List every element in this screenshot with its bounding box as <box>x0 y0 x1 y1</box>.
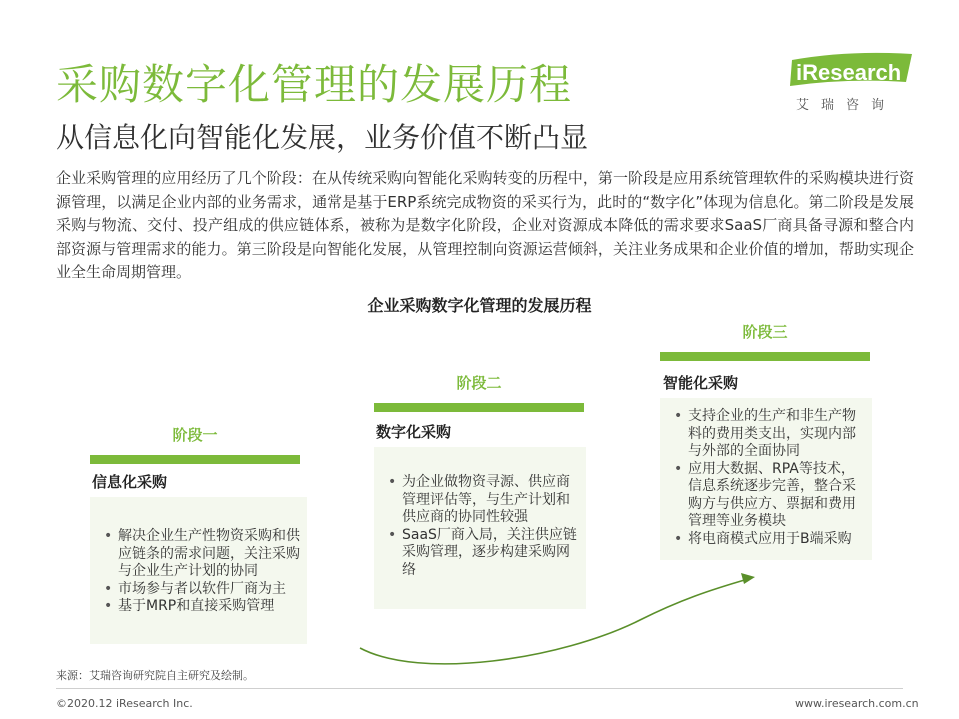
stage-1-item: • 市场参与者以软件厂商为主 <box>118 581 300 599</box>
page-title: 采购数字化管理的发展历程 <box>56 60 573 109</box>
logo-cn-text: 艾瑞咨询 <box>796 98 897 113</box>
stage-3-item: • 将电商模式应用于B端采购 <box>688 531 866 549</box>
intro-paragraph: 企业采购管理的应用经历了几个阶段：在从传统采购向智能化采购转变的历程中，第一阶段是应用系统管理软件的采购模块进行资源管理，以满足企业内部的业务需求，通常是基于ERP系统完成物资的采买行为，此时的“数字化”体现为信息化。第二阶段是发展采购与物流、交付、投产组成的供应链体系，被称为是数字化阶段，企业对资源成本降低的需求要求SaaS厂商具备寻源和整合内部资源与管理需求的能力。第三阶段是向智能化发展，从管理控制向资源运营倾斜，关注业务成果和企业价值的增加，帮助实现企业全生命周期管理。 <box>56 169 914 281</box>
stage-1-name: 信息化采购 <box>92 473 168 491</box>
page-subtitle: 从信息化向智能化发展，业务价值不断凸显 <box>56 121 589 154</box>
stage-2-name: 数字化采购 <box>376 423 452 441</box>
copyright-text: ©2020.12 iResearch Inc. <box>56 697 193 710</box>
figure-title: 企业采购数字化管理的发展历程 <box>367 296 592 315</box>
stage-3-item: • 应用大数据、RPA等技术，信息系统逐步完善，整合采购方与供应方、票据和费用管理等业务模块 <box>688 461 866 531</box>
source-note: 来源：艾瑞咨询研究院自主研究及绘制。 <box>56 669 254 682</box>
iresearch-logo <box>788 40 918 140</box>
stage-2-item: • 为企业做物资寻源、供应商管理评估等，与生产计划和供应商的协同性较强 <box>402 474 580 527</box>
footer-divider <box>56 688 903 689</box>
stage-2-bar <box>374 403 584 412</box>
stage-1-item: • 基于MRP和直接采购管理 <box>118 598 300 616</box>
stage-3-bar <box>660 352 870 361</box>
stage-3-box <box>660 398 872 560</box>
logo-text: iResearch <box>796 60 902 85</box>
stage-3-item: • 支持企业的生产和非生产物料的费用类支出，实现内部与外部的全面协同 <box>688 408 866 461</box>
website-link[interactable]: www.iresearch.com.cn <box>795 697 919 710</box>
stage-2-label: 阶段二 <box>456 374 502 392</box>
stage-3-name: 智能化采购 <box>663 374 739 392</box>
stage-3-label: 阶段三 <box>742 323 788 341</box>
stage-2-box <box>374 447 586 609</box>
stage-1-box <box>90 497 307 644</box>
stage-1-bar <box>90 455 300 464</box>
stage-2-item: • SaaS厂商入局，关注供应链采购管理，逐步构建采购网络 <box>402 527 580 580</box>
stage-1-item: • 解决企业生产性物资采购和供应链条的需求问题，关注采购与企业生产计划的协同 <box>118 528 300 581</box>
stage-1-label: 阶段一 <box>172 426 218 444</box>
